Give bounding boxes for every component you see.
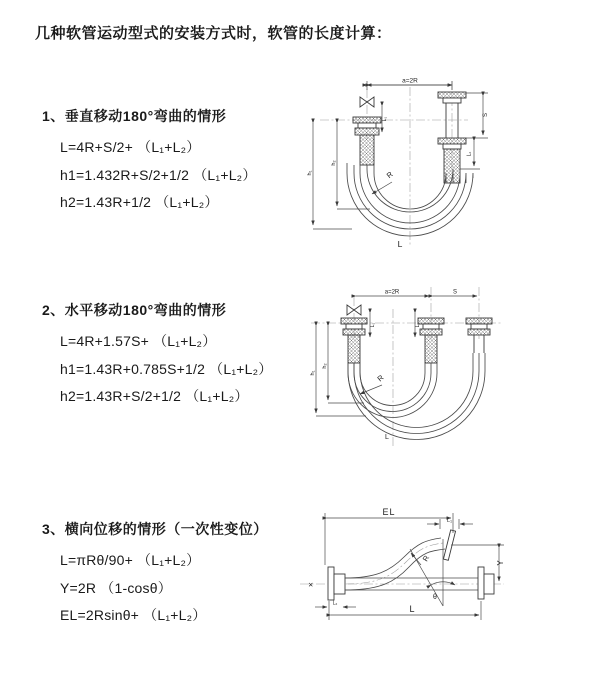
dim-length bbox=[329, 601, 481, 620]
right-flange-assembly bbox=[478, 567, 494, 599]
dim-h1 bbox=[307, 123, 352, 229]
section-lateral-displacement bbox=[42, 519, 268, 630]
dim-label-end2: L₂ bbox=[466, 151, 473, 157]
dim-label-end1: L₁ bbox=[370, 322, 376, 328]
dim-label-h1: h₁ bbox=[310, 370, 316, 376]
formula-length: L=4R+S/2+ （L₁+L₂） bbox=[60, 139, 201, 155]
dim-span bbox=[367, 78, 452, 91]
radius-callout bbox=[360, 373, 386, 394]
braided-hose-section bbox=[425, 335, 437, 363]
braided-hose-section bbox=[348, 335, 360, 363]
dim-end1 bbox=[370, 313, 376, 337]
formula-h2: h2=1.43R+1/2 （L₁+L₂） bbox=[60, 194, 219, 210]
formula-el: EL=2Rsinθ+ （L₁+L₂） bbox=[60, 607, 207, 623]
dim-travel bbox=[460, 93, 489, 169]
dim-end1 bbox=[382, 106, 388, 132]
dim-label-travel: S bbox=[483, 112, 489, 118]
dim-label-length: L bbox=[385, 434, 389, 441]
dim-label-radius: R bbox=[375, 373, 386, 384]
diagram-vertical-180-bend bbox=[300, 73, 580, 258]
dim-label-span: a=2R bbox=[384, 289, 400, 296]
formula-h1: h1=1.432R+S/2+1/2 （L₁+L₂） bbox=[60, 166, 257, 183]
left-flange-assembly bbox=[328, 567, 345, 600]
dim-label-length: L bbox=[409, 604, 415, 614]
dim-label-end1: L₁ bbox=[447, 518, 452, 524]
page-title: 几种软管运动型式的安装方式时，软管的长度计算： bbox=[35, 25, 392, 42]
dim-label-y: Y bbox=[496, 560, 505, 566]
formula-length: L=πRθ/90+ （L₁+L₂） bbox=[60, 552, 201, 568]
diagram-horizontal-180-bend bbox=[306, 281, 591, 456]
dim-span bbox=[356, 290, 477, 297]
formula-h1: h1=1.43R+0.785S+1/2 （L₁+L₂） bbox=[60, 360, 273, 377]
dim-label-end2: L₂ bbox=[332, 600, 338, 607]
left-flange-assembly bbox=[341, 318, 367, 363]
formula-length: L=4R+1.57S+ （L₁+L₂） bbox=[60, 333, 217, 349]
section-vertical-movement bbox=[42, 106, 257, 217]
centerlines bbox=[311, 287, 501, 447]
dim-label-span: a=2R bbox=[402, 77, 418, 85]
dim-label-length: L bbox=[397, 239, 403, 249]
radius-callout bbox=[411, 553, 431, 565]
dim-label-travel: S bbox=[452, 289, 458, 296]
dim-label-radius: R bbox=[420, 553, 432, 563]
section-3-heading: 3、横向位移的情形（一次性变位） bbox=[42, 521, 268, 537]
dim-label-h2: h₂ bbox=[322, 363, 328, 369]
dim-end2 bbox=[315, 601, 356, 608]
hose-u-curves-position2 bbox=[348, 353, 485, 440]
middle-flange-assembly bbox=[418, 318, 444, 363]
formula-y: Y=2R （1-cosθ） bbox=[60, 579, 172, 596]
hose-s-curve bbox=[345, 538, 445, 590]
left-flange-assembly bbox=[353, 117, 381, 165]
dim-label-h1: h₁ bbox=[307, 170, 313, 176]
dim-label-end1: L₁ bbox=[382, 116, 388, 122]
dim-label-radius: R bbox=[384, 169, 395, 181]
axis-mark: ✕ bbox=[308, 582, 314, 589]
dim-label-el: EL bbox=[382, 507, 396, 517]
section-horizontal-movement bbox=[42, 300, 273, 411]
diagram-lateral-displacement bbox=[298, 503, 600, 648]
dim-end1 bbox=[427, 518, 473, 529]
hose-u-curves-position1 bbox=[348, 363, 437, 418]
radius-callout bbox=[372, 169, 395, 194]
section-1-heading: 1、垂直移动180°弯曲的情形 bbox=[42, 108, 227, 124]
section-2-heading: 2、水平移动180°弯曲的情形 bbox=[42, 302, 227, 318]
dim-el bbox=[325, 507, 453, 565]
dim-label-h2: h₂ bbox=[331, 160, 337, 166]
formula-h2: h2=1.43R+S/2+1/2 （L₁+L₂） bbox=[60, 388, 249, 404]
dim-label-end2: L₂ bbox=[415, 322, 421, 328]
dim-label-theta: θ bbox=[433, 594, 437, 601]
braided-hose-section bbox=[360, 135, 374, 165]
